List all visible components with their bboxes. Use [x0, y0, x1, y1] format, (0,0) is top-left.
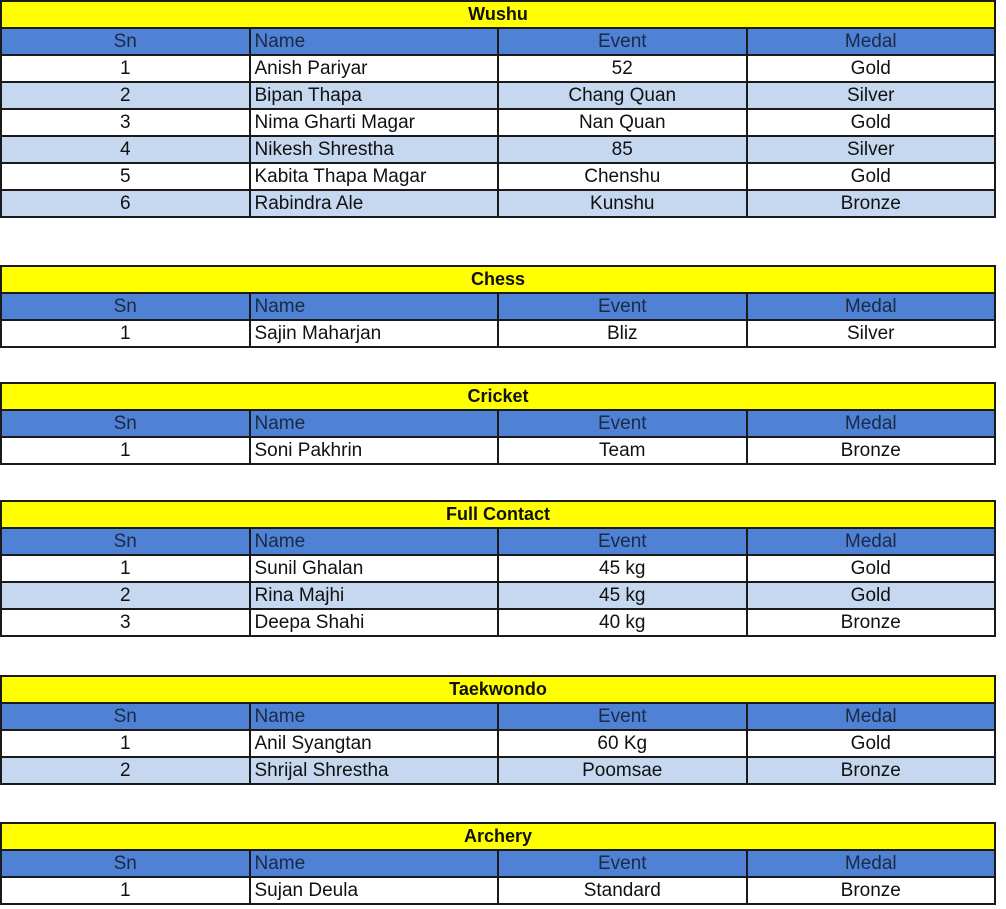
- cell-event: 40 kg: [498, 609, 747, 636]
- header-sn: Sn: [1, 528, 250, 555]
- section-title-row: [1, 676, 995, 703]
- header-event: Event: [498, 528, 747, 555]
- cell-event: Chang Quan: [498, 82, 747, 109]
- header-event: Event: [498, 850, 747, 877]
- cell-sn: 2: [1, 757, 250, 784]
- cell-sn: 5: [1, 163, 250, 190]
- section-title: Cricket: [1, 383, 995, 410]
- table-row: [1, 136, 995, 163]
- cell-sn: 1: [1, 55, 250, 82]
- cell-medal: Gold: [747, 555, 996, 582]
- medal-table: [0, 382, 996, 465]
- cell-event: 60 Kg: [498, 730, 747, 757]
- cell-sn: 6: [1, 190, 250, 217]
- section-title-row: [1, 501, 995, 528]
- cell-name: Rabindra Ale: [250, 190, 499, 217]
- cell-sn: 1: [1, 877, 250, 904]
- header-name: Name: [250, 28, 499, 55]
- header-sn: Sn: [1, 850, 250, 877]
- table-row: [1, 757, 995, 784]
- section-title-row: [1, 1, 995, 28]
- cell-event: Poomsae: [498, 757, 747, 784]
- table-row: [1, 437, 995, 464]
- cell-name: Bipan Thapa: [250, 82, 499, 109]
- cell-medal: Gold: [747, 730, 996, 757]
- medal-table: [0, 0, 996, 218]
- medal-table: [0, 675, 996, 785]
- column-header-row: [1, 850, 995, 877]
- cell-medal: Silver: [747, 136, 996, 163]
- header-medal: Medal: [747, 410, 996, 437]
- cell-medal: Gold: [747, 109, 996, 136]
- cell-sn: 1: [1, 437, 250, 464]
- cell-name: Sajin Maharjan: [250, 320, 499, 347]
- column-header-row: [1, 703, 995, 730]
- cell-event: 45 kg: [498, 582, 747, 609]
- cell-medal: Bronze: [747, 437, 996, 464]
- cell-event: 85: [498, 136, 747, 163]
- cell-sn: 3: [1, 609, 250, 636]
- column-header-row: [1, 28, 995, 55]
- table-row: [1, 109, 995, 136]
- section-title: Chess: [1, 266, 995, 293]
- cell-name: Deepa Shahi: [250, 609, 499, 636]
- cell-event: 52: [498, 55, 747, 82]
- cell-sn: 3: [1, 109, 250, 136]
- cell-sn: 4: [1, 136, 250, 163]
- column-header-row: [1, 293, 995, 320]
- cell-medal: Bronze: [747, 877, 996, 904]
- cell-event: Chenshu: [498, 163, 747, 190]
- cell-medal: Silver: [747, 320, 996, 347]
- section-title-row: [1, 383, 995, 410]
- section-taekwondo: [0, 675, 996, 785]
- header-medal: Medal: [747, 293, 996, 320]
- header-event: Event: [498, 28, 747, 55]
- cell-name: Nikesh Shrestha: [250, 136, 499, 163]
- table-row: [1, 82, 995, 109]
- table-row: [1, 555, 995, 582]
- header-sn: Sn: [1, 410, 250, 437]
- medal-table: [0, 500, 996, 637]
- header-name: Name: [250, 528, 499, 555]
- cell-medal: Silver: [747, 82, 996, 109]
- cell-event: Team: [498, 437, 747, 464]
- cell-event: Nan Quan: [498, 109, 747, 136]
- cell-medal: Gold: [747, 163, 996, 190]
- header-medal: Medal: [747, 28, 996, 55]
- cell-medal: Gold: [747, 55, 996, 82]
- section-cricket: [0, 382, 996, 465]
- cell-sn: 2: [1, 82, 250, 109]
- cell-name: Rina Majhi: [250, 582, 499, 609]
- table-row: [1, 320, 995, 347]
- cell-medal: Gold: [747, 582, 996, 609]
- cell-sn: 1: [1, 730, 250, 757]
- header-name: Name: [250, 293, 499, 320]
- section-title: Taekwondo: [1, 676, 995, 703]
- header-event: Event: [498, 293, 747, 320]
- table-row: [1, 190, 995, 217]
- section-wushu: [0, 0, 996, 218]
- cell-name: Nima Gharti Magar: [250, 109, 499, 136]
- table-row: [1, 877, 995, 904]
- cell-sn: 1: [1, 320, 250, 347]
- cell-name: Anish Pariyar: [250, 55, 499, 82]
- header-medal: Medal: [747, 850, 996, 877]
- header-sn: Sn: [1, 293, 250, 320]
- header-name: Name: [250, 703, 499, 730]
- table-row: [1, 163, 995, 190]
- table-row: [1, 582, 995, 609]
- cell-name: Kabita Thapa Magar: [250, 163, 499, 190]
- cell-sn: 1: [1, 555, 250, 582]
- cell-medal: Bronze: [747, 757, 996, 784]
- cell-name: Anil Syangtan: [250, 730, 499, 757]
- header-event: Event: [498, 703, 747, 730]
- header-medal: Medal: [747, 528, 996, 555]
- header-name: Name: [250, 410, 499, 437]
- cell-name: Sujan Deula: [250, 877, 499, 904]
- header-sn: Sn: [1, 28, 250, 55]
- table-row: [1, 55, 995, 82]
- table-row: [1, 730, 995, 757]
- cell-event: Bliz: [498, 320, 747, 347]
- header-name: Name: [250, 850, 499, 877]
- section-archery: [0, 822, 996, 905]
- column-header-row: [1, 528, 995, 555]
- header-event: Event: [498, 410, 747, 437]
- section-title-row: [1, 823, 995, 850]
- section-title: Wushu: [1, 1, 995, 28]
- section-chess: [0, 265, 996, 348]
- section-title-row: [1, 266, 995, 293]
- cell-medal: Bronze: [747, 609, 996, 636]
- column-header-row: [1, 410, 995, 437]
- medal-table: [0, 822, 996, 905]
- table-row: [1, 609, 995, 636]
- section-title: Archery: [1, 823, 995, 850]
- header-sn: Sn: [1, 703, 250, 730]
- medal-table: [0, 265, 996, 348]
- header-medal: Medal: [747, 703, 996, 730]
- cell-name: Soni Pakhrin: [250, 437, 499, 464]
- section-title: Full Contact: [1, 501, 995, 528]
- section-full-contact: [0, 500, 996, 637]
- cell-event: Kunshu: [498, 190, 747, 217]
- cell-medal: Bronze: [747, 190, 996, 217]
- cell-event: 45 kg: [498, 555, 747, 582]
- cell-event: Standard: [498, 877, 747, 904]
- cell-name: Sunil Ghalan: [250, 555, 499, 582]
- cell-sn: 2: [1, 582, 250, 609]
- cell-name: Shrijal Shrestha: [250, 757, 499, 784]
